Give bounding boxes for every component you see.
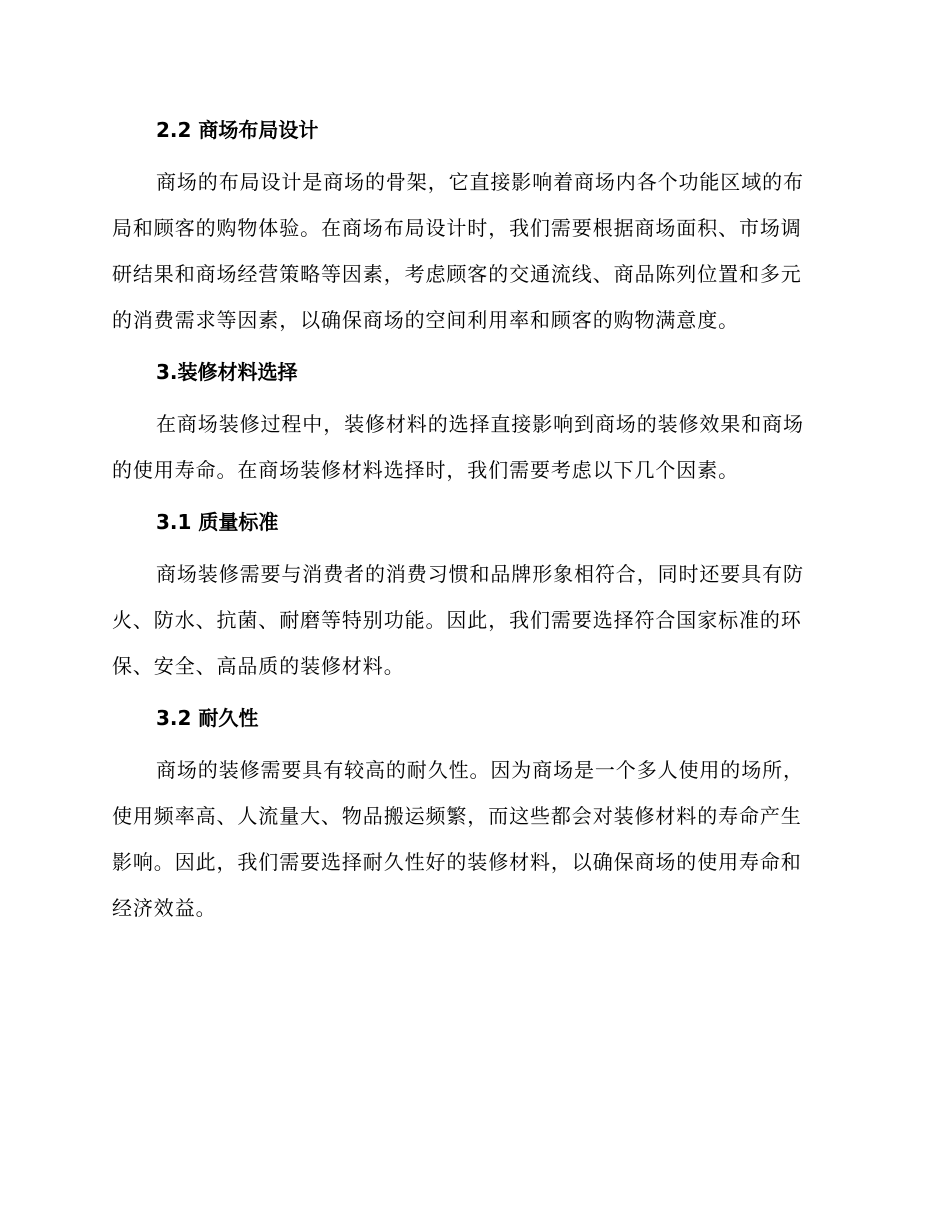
paragraph-line: 的消费需求等因素，以确保商场的空间利用率和顾客的购物满意度。 <box>112 308 739 332</box>
paragraph-line: 商场装修需要与消费者的消费习惯和品牌形象相符合，同时还要具有防 <box>156 562 804 586</box>
paragraph-line: 使用频率高、人流量大、物品搬运频繁，而这些都会对装修材料的寿命产生 <box>112 804 802 828</box>
paragraph-line: 商场的布局设计是商场的骨架，它直接影响着商场内各个功能区域的布 <box>156 170 804 194</box>
section-paragraph-3-2 <box>112 747 832 931</box>
paragraph-line: 研结果和商场经营策略等因素，考虑顾客的交通流线、商品陈列位置和多元 <box>112 262 802 286</box>
section-heading-3: 3.装修材料选择 <box>156 360 298 384</box>
paragraph-line: 影响。因此，我们需要选择耐久性好的装修材料，以确保商场的使用寿命和 <box>112 850 802 874</box>
paragraph-line: 保、安全、高品质的装修材料。 <box>112 654 405 678</box>
document-body <box>112 110 832 940</box>
section-heading-3-2: 3.2 耐久性 <box>156 706 259 730</box>
section-paragraph-2-2 <box>112 159 832 343</box>
section-paragraph-3-1 <box>112 551 832 689</box>
section-paragraph-3 <box>112 401 832 493</box>
paragraph-line: 在商场装修过程中，装修材料的选择直接影响到商场的装修效果和商场 <box>156 412 804 436</box>
paragraph-line: 局和顾客的购物体验。在商场布局设计时，我们需要根据商场面积、市场调 <box>112 216 802 240</box>
paragraph-line: 经济效益。 <box>112 896 217 920</box>
section-heading-3-1: 3.1 质量标准 <box>156 510 279 534</box>
paragraph-line: 商场的装修需要具有较高的耐久性。因为商场是一个多人使用的场所， <box>156 758 804 782</box>
paragraph-line: 火、防水、抗菌、耐磨等特别功能。因此，我们需要选择符合国家标准的环 <box>112 608 802 632</box>
paragraph-line: 的使用寿命。在商场装修材料选择时，我们需要考虑以下几个因素。 <box>112 458 739 482</box>
section-heading-2-2: 2.2 商场布局设计 <box>156 118 319 142</box>
